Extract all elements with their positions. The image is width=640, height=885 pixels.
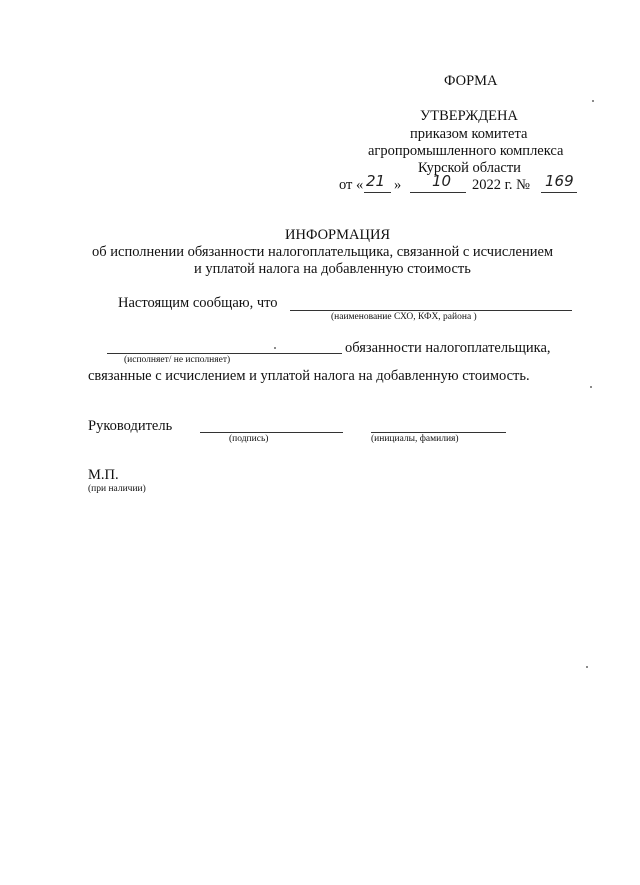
scan-speck <box>592 100 594 102</box>
stamp-hint: (при наличии) <box>88 484 146 494</box>
approval-line-2: агропромышленного комплекса <box>368 143 564 159</box>
duties-text-2: связанные с исчислением и уплатой налога на добавленную стоимость. <box>88 368 530 384</box>
date-mid: » <box>394 177 402 193</box>
approval-line-3: Курской области <box>418 160 521 176</box>
handwritten-number: 169 <box>545 172 574 190</box>
date-prefix: от « <box>339 177 364 193</box>
duties-text: обязанности налогоплательщика, <box>345 340 551 356</box>
handwritten-month: 10 <box>432 172 452 190</box>
document-subtitle-1: об исполнении обязанности налогоплательщика, связанной с исчислением <box>92 244 554 260</box>
approved-label: УТВЕРЖДЕНА <box>420 108 518 124</box>
intro-text: Настоящим сообщаю, что <box>118 295 278 311</box>
head-label: Руководитель <box>88 418 173 434</box>
fulfillment-field[interactable] <box>107 353 342 354</box>
document-subtitle-2: и уплатой налога на добавленную стоимость <box>194 261 471 277</box>
scan-speck <box>586 666 588 668</box>
signature-field[interactable] <box>200 432 343 433</box>
scan-speck <box>274 347 276 349</box>
year-and-number-label: 2022 г. № <box>472 177 531 193</box>
scan-speck <box>590 386 592 388</box>
day-underline <box>364 192 391 193</box>
organization-name-field[interactable] <box>290 310 572 311</box>
form-label: ФОРМА <box>444 73 498 89</box>
fulfillment-hint: (исполняет/ не исполняет) <box>124 355 231 365</box>
signature-hint: (подпись) <box>229 434 269 444</box>
name-field[interactable] <box>371 432 506 433</box>
document-title: ИНФОРМАЦИЯ <box>285 227 391 243</box>
handwritten-day: 21 <box>366 172 386 190</box>
month-underline <box>410 192 466 193</box>
approval-line-1: приказом комитета <box>410 126 528 142</box>
organization-name-hint: (наименование СХО, КФХ, района ) <box>331 312 477 322</box>
stamp-label: М.П. <box>88 467 119 483</box>
name-hint: (инициалы, фамилия) <box>371 434 459 444</box>
number-underline <box>541 192 577 193</box>
